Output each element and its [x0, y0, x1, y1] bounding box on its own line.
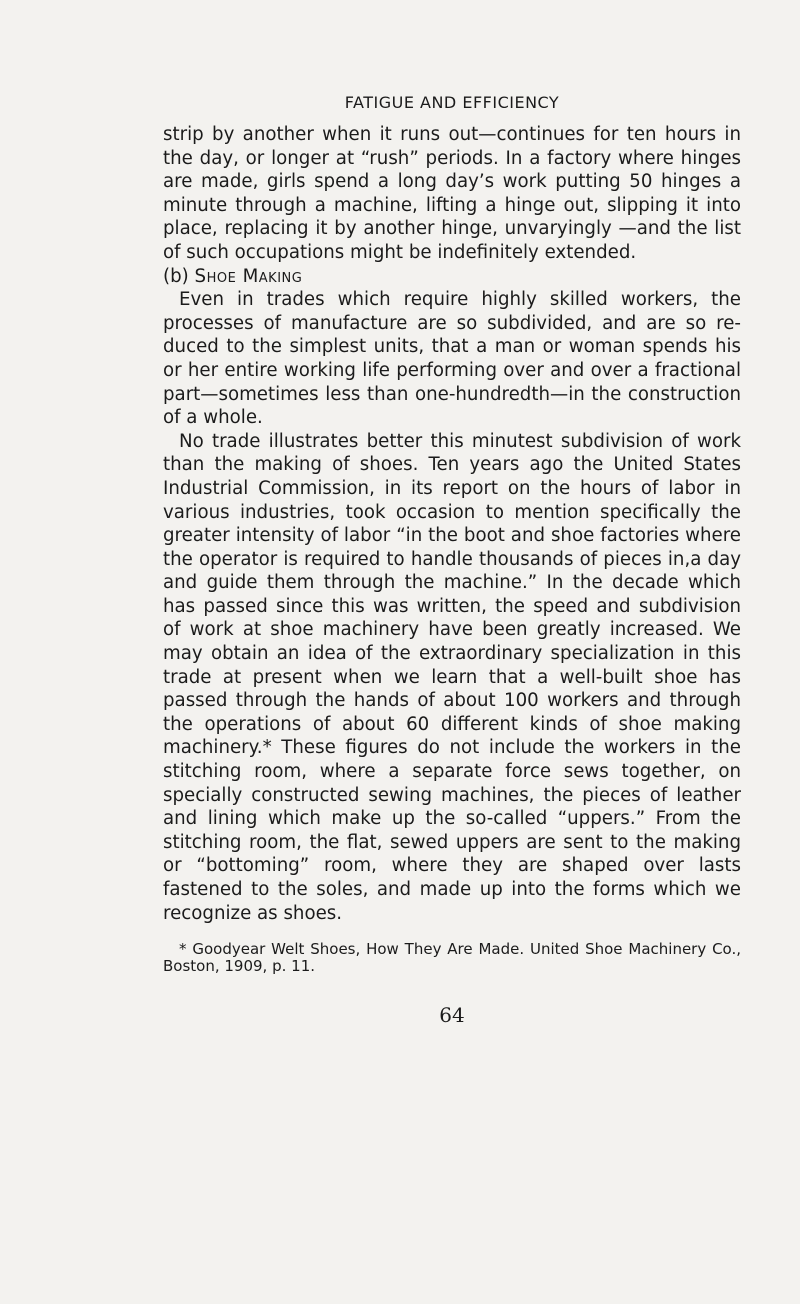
section-label: (b) [163, 265, 189, 287]
paragraph-continuation: strip by another when it runs out—continues for ten hours in the day, or longer at “rush” periods. In a factory where hinges are made, girls spend a long day’s work putting 50 hinges a minute through a machine, lifting a hinge out, slipping it into place, replacing it by another hinge, unvaryingly —and the list of such occupations might be indefinitely extended. [163, 124, 741, 263]
paragraph-skilled-trades: Even in trades which require highly skilled workers, the processes of manufacture are so subdivided, and are so reduced to the simplest units, that a man or woman spends his or her entire working life performing over and over a fractional part—sometimes less than one-hundredth—in the construction of a whole. [163, 289, 741, 429]
section-heading [163, 265, 741, 289]
footnote-text: * Goodyear Welt Shoes, How They Are Made. United Shoe Machinery Co., Boston, 1909, p. 11. [163, 940, 741, 975]
page-number: 64 [439, 1003, 465, 1027]
section-title: Shoe Making [194, 265, 303, 287]
running-head: FATIGUE AND EFFICIENCY [344, 93, 560, 112]
body-text [163, 123, 741, 925]
footnote [163, 941, 741, 975]
paragraph-shoe-making: No trade illustrates better this minutest subdivision of work than the making of shoes. Ten years ago the United States Industrial Commission, in its report on the hours of labor in various industries, took occasion to mention specifically the greater intensity of labor “in the boot and shoe factories where the operator is required to handle thousands of pieces in,a day and guide them through the machine.” In the decade which has passed since this was written, the speed and subdivision of work at shoe machinery have been greatly increased. We may obtain an idea of the extraordinary specialization in this trade at present when we learn that a well-built shoe has passed through the hands of about 100 workers and through the operations of about 60 different kinds of shoe making machinery.* These figures do not include the workers in the stitching room, where a separate force sews together, on specially constructed sewing machines, the pieces of leather and lining which make up the so-called “uppers.” From the stitching room, the flat, sewed uppers are sent to the making or “bottoming” room, where they are shaped over lasts fastened to the soles, and made up into the forms which we recognize as shoes. [163, 430, 741, 924]
